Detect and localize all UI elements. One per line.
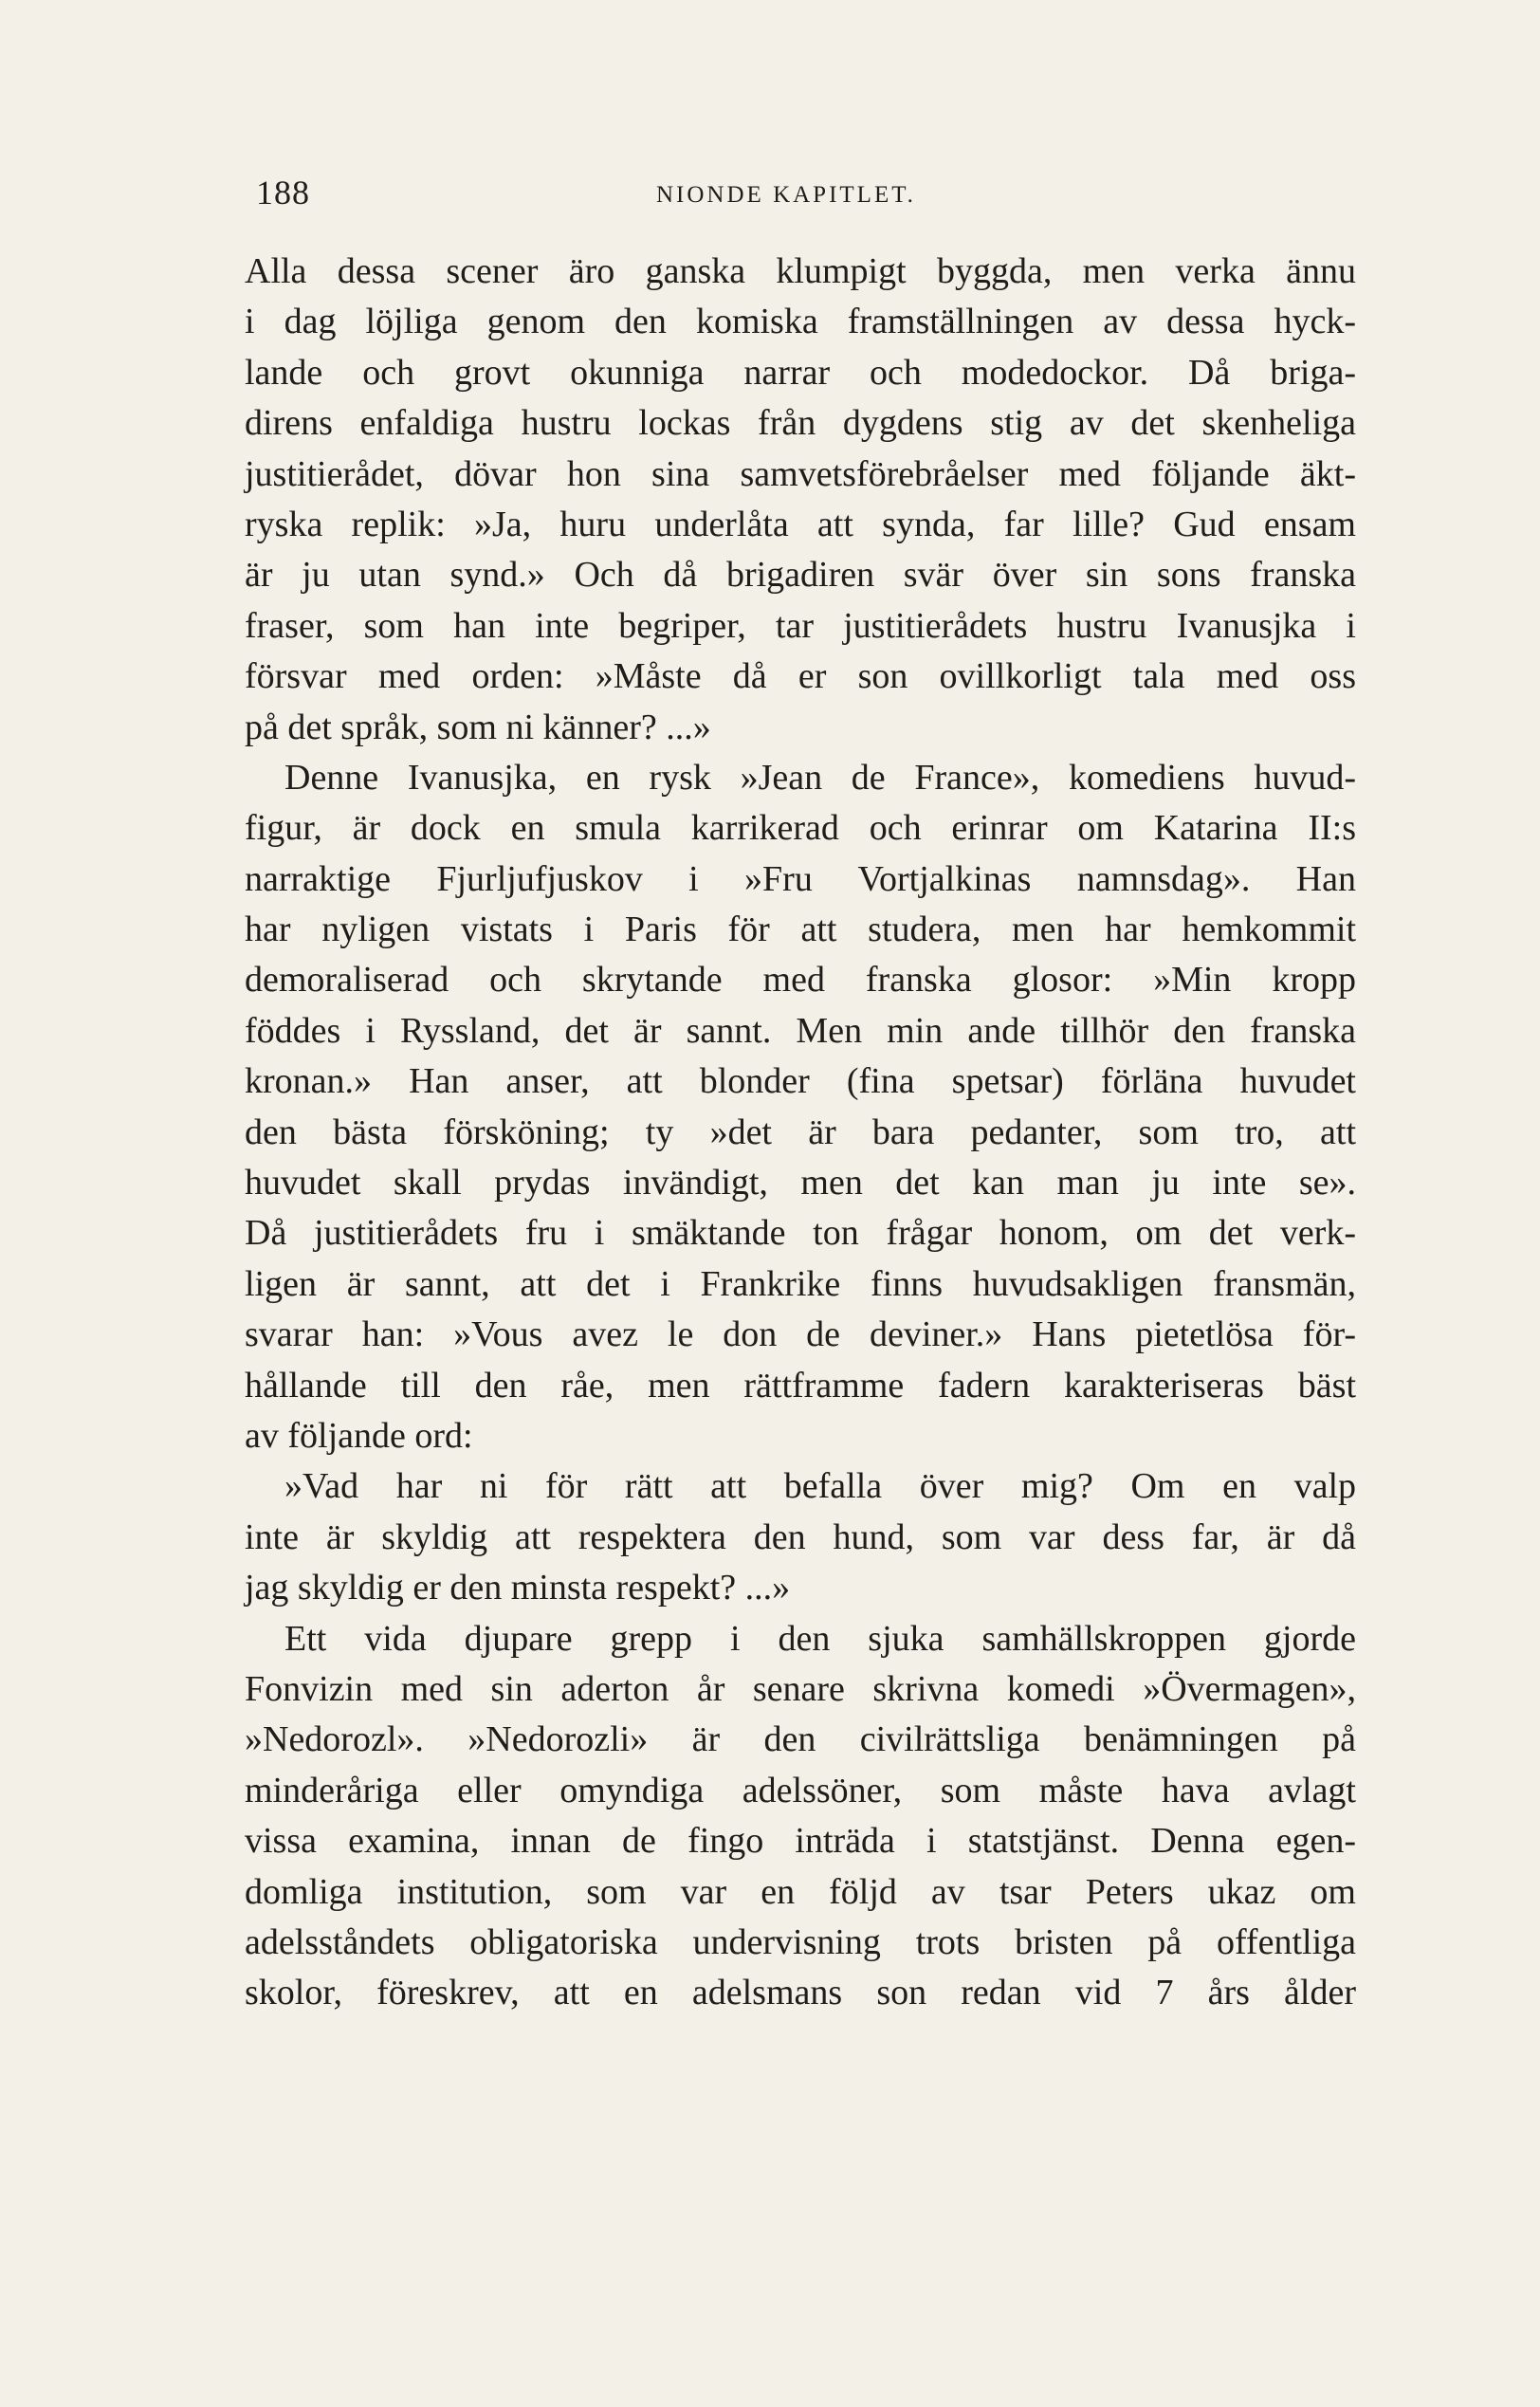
text-line: ryska replik: »Ja, huru underlåta att synda, far lille? Gud ensam bbox=[245, 504, 1356, 544]
text-line: figur, är dock en smula karrikerad och erinrar om Katarina II:s bbox=[245, 808, 1356, 849]
text-line: vissa examina, innan de fingo inträda i statstjänst. Denna egen- bbox=[245, 1821, 1356, 1862]
text-line: direns enfaldiga hustru lockas från dygdens stig av det skenheliga bbox=[245, 403, 1356, 444]
text-line: »Vad har ni för rätt att befalla över mig? Om en valp bbox=[284, 1466, 1356, 1507]
text-line: den bästa försköning; ty »det är bara pedanter, som tro, att bbox=[245, 1112, 1356, 1152]
text-line: Då justitierådets fru i smäktande ton frågar honom, om det verk- bbox=[245, 1213, 1356, 1254]
text-line: ligen är sannt, att det i Frankrike finns huvudsakligen fransmän, bbox=[245, 1263, 1356, 1304]
page-number: 188 bbox=[256, 174, 310, 211]
text-line: föddes i Ryssland, det är sannt. Men min ande tillhör den franska bbox=[245, 1010, 1356, 1051]
text-line: domliga institution, som var en följd av tsar Peters ukaz om bbox=[245, 1871, 1356, 1912]
text-line: kronan.» Han anser, att blonder (fina spetsar) förläna huvudet bbox=[245, 1061, 1356, 1102]
text-line: demoraliserad och skrytande med franska glosor: »Min kropp bbox=[245, 960, 1356, 1001]
text-line: lande och grovt okunniga narrar och modedockor. Då briga- bbox=[245, 352, 1356, 393]
text-line: Ett vida djupare grepp i den sjuka samhällskroppen gjorde bbox=[284, 1618, 1356, 1659]
body-text bbox=[245, 247, 1356, 2019]
text-line: skolor, föreskrev, att en adelsmans son redan vid 7 års ålder bbox=[245, 1973, 1356, 2013]
text-line: fraser, som han inte begriper, tar justitierådets hustru Ivanusjka i bbox=[245, 605, 1356, 646]
text-line: huvudet skall prydas invändigt, men det kan man ju inte se». bbox=[245, 1163, 1356, 1204]
text-line: i dag löjliga genom den komiska framställningen av dessa hyck- bbox=[245, 302, 1356, 342]
text-line: narraktige Fjurljufjuskov i »Fru Vortjalkinas namnsdag». Han bbox=[245, 858, 1356, 899]
text-line: försvar med orden: »Måste då er son ovillkorligt tala med oss bbox=[245, 656, 1356, 697]
text-line: har nyligen vistats i Paris för att studera, men har hemkommit bbox=[245, 910, 1356, 950]
text-line: adelsståndets obligatoriska undervisning trots bristen på offentliga bbox=[245, 1921, 1356, 1962]
text-line: jag skyldig er den minsta respekt? ...» bbox=[245, 1568, 791, 1608]
page-header bbox=[247, 173, 1366, 230]
text-line: justitierådet, dövar hon sina samvetsförebråelser med följande äkt- bbox=[245, 453, 1356, 494]
text-line: på det språk, som ni känner? ...» bbox=[245, 707, 711, 747]
text-line: är ju utan synd.» Och då brigadiren svär över sin sons franska bbox=[245, 555, 1356, 596]
text-line: inte är skyldig att respektera den hund, som var dess far, är då bbox=[245, 1516, 1356, 1557]
text-line: av följande ord: bbox=[245, 1415, 473, 1456]
text-line: Denne Ivanusjka, en rysk »Jean de France», komediens huvud- bbox=[284, 757, 1356, 798]
text-line: hållande till den råe, men rättframme fadern karakteriseras bäst bbox=[245, 1365, 1356, 1406]
running-head: NIONDE KAPITLET. bbox=[656, 182, 916, 208]
text-line: »Nedorozl». »Nedorozli» är den civilrättsliga benämningen på bbox=[245, 1719, 1356, 1760]
text-line: minderåriga eller omyndiga adelssöner, som måste hava avlagt bbox=[245, 1770, 1356, 1810]
text-line: Alla dessa scener äro ganska klumpigt byggda, men verka ännu bbox=[245, 251, 1356, 291]
text-line: svarar han: »Vous avez le don de deviner.» Hans pietetlösa för- bbox=[245, 1314, 1356, 1355]
text-line: Fonvizin med sin aderton år senare skrivna komedi »Övermagen», bbox=[245, 1668, 1356, 1709]
